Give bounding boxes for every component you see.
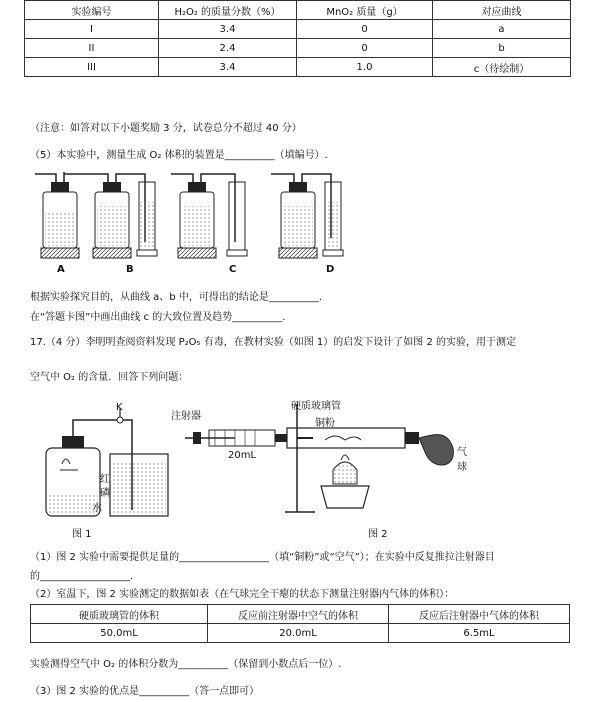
fig2-label-volume: 20mL [228, 450, 257, 461]
figure-2-caption: 图 2 [368, 529, 388, 540]
table-cell: 20.0mL [208, 624, 389, 643]
conclusion-line-1: 根据实验探究目的，从曲线 a、b 中，可得出的结论是__________. [30, 292, 323, 303]
table-row [25, 58, 571, 77]
fig1-label-red: 红 [100, 474, 110, 485]
figure-1-caption: 图 1 [72, 529, 92, 540]
fig2-label-syringe: 注射器 [171, 411, 201, 422]
question-3: （3）图 2 实验的优点是__________（答一点即可） [30, 686, 260, 697]
question-1-line-1: （1）图 2 实验中需要提供足量的__________________（填“铜粉”或“空气”）；在实验中反复推拉注射器目 [30, 552, 495, 563]
apparatus-c [171, 174, 247, 258]
apparatus-label-d: D [326, 264, 335, 275]
fig1-label-k: K [116, 402, 123, 413]
question-5: （5）本实验中，测量生成 O₂ 体积的装置是__________（填编号）. [30, 150, 328, 161]
apparatus-figure [35, 172, 355, 282]
col-header: H₂O₂ 的质量分数（%） [159, 1, 297, 20]
table-cell: 0 [297, 20, 433, 39]
col-header: 反应前注射器中空气的体积 [208, 605, 389, 624]
question-2-result: 实验测得空气中 O₂ 的体积分数为__________（保留到小数点后一位）. [30, 659, 342, 670]
table-cell: a [433, 20, 571, 39]
table-cell: I [25, 20, 159, 39]
question-1-line-2: 的__________________. [30, 571, 134, 582]
table-cell: II [25, 39, 159, 58]
fig2-label-copper: 铜粉 [315, 418, 335, 429]
figure-1-diagram [40, 398, 190, 520]
conclusion-line-2: 在“答题卡图”中画出曲线 c 的大致位置及趋势__________. [30, 312, 286, 323]
table-cell: 6.5mL [389, 624, 570, 643]
fig2-label-tube: 硬质玻璃管 [291, 401, 341, 412]
question-2: （2）室温下，图 2 实验测定的数据如表（在气球完全干瘪的状态下测量注射器内气体的体积）： [30, 589, 455, 600]
question-17-line-2: 空气中 O₂ 的含量．回答下列问题： [30, 372, 189, 383]
col-header: 实验编号 [25, 1, 159, 20]
table-row [25, 39, 571, 58]
table-cell: b [433, 39, 571, 58]
table-cell: III [25, 58, 159, 77]
apparatus-label-c: C [229, 264, 237, 275]
fig2-label-balloon-1: 气 [457, 447, 467, 458]
table-cell: 0 [297, 39, 433, 58]
bonus-note: （注意：如答对以下小题奖励 3 分，试卷总分不超过 40 分） [30, 123, 302, 134]
question-17-line-1: 17.（4 分）李明明查阅资料发现 P₂O₅ 有毒，在教材实验（如图 1）的启发下设计了如图 2 的实验，用于测定 [30, 337, 516, 348]
apparatus-d [271, 174, 343, 258]
table-row [31, 624, 570, 643]
col-header: 反应后注射器中气体的体积 [389, 605, 570, 624]
fig1-label-water: 水 [92, 503, 102, 514]
table-cell: 50.0mL [31, 624, 208, 643]
apparatus-label-b: B [126, 264, 134, 275]
table-cell: c（待绘制） [433, 58, 571, 77]
data-table [30, 604, 570, 643]
experiment-table [24, 0, 571, 77]
table-row [25, 20, 571, 39]
col-header: MnO₂ 质量（g） [297, 1, 433, 20]
table-cell: 3.4 [159, 58, 297, 77]
apparatus-b [91, 174, 157, 258]
fig1-label-phosphorus: 磷 [100, 488, 110, 499]
table-cell: 3.4 [159, 20, 297, 39]
table-cell: 2.4 [159, 39, 297, 58]
table-cell: 1.0 [297, 58, 433, 77]
apparatus-label-a: A [57, 264, 65, 275]
col-header: 对应曲线 [433, 1, 571, 20]
col-header: 硬质玻璃管的体积 [31, 605, 208, 624]
apparatus-a [35, 172, 91, 258]
fig2-label-balloon-2: 球 [457, 462, 467, 473]
